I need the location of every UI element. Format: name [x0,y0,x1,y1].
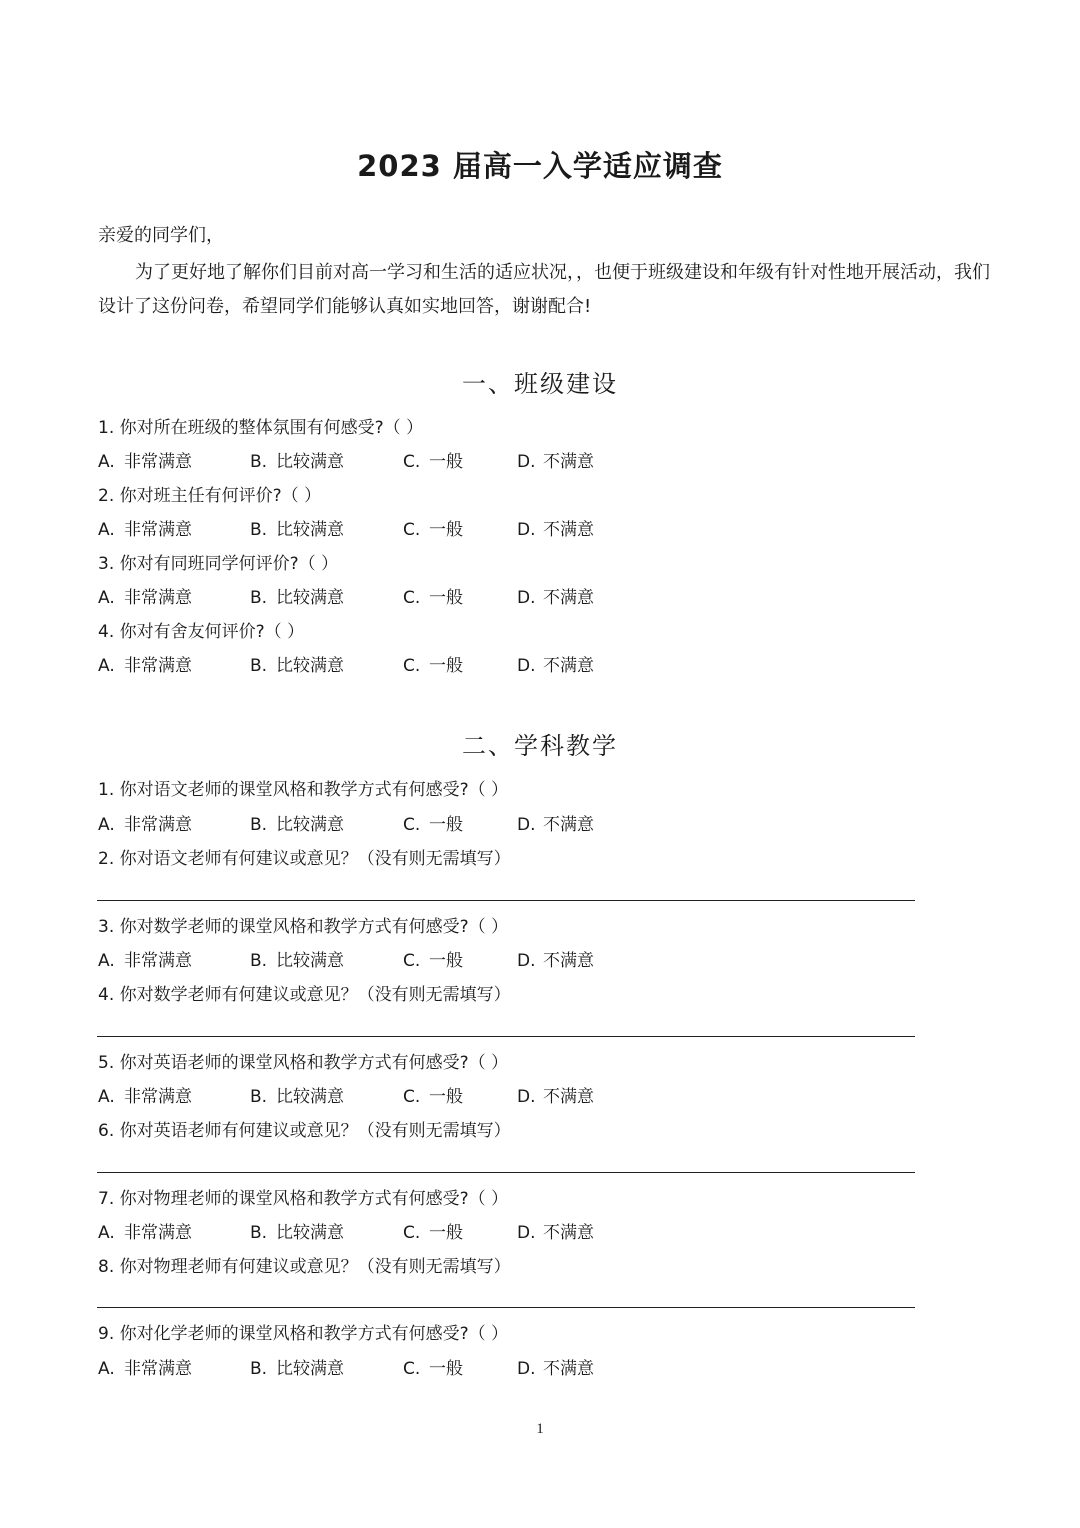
question-text: 你对班主任有何评价?（ ） [119,486,322,506]
option-c[interactable]: C. 一般 [403,815,463,835]
question-number: 1. [98,780,115,800]
question-text: 你对物理老师有何建议或意见？（没有则无需填写） [119,1257,511,1277]
option-b[interactable]: B. 比较满意 [250,452,344,472]
question-2-8 [98,1255,511,1279]
option-a[interactable]: A. 非常满意 [98,1087,192,1107]
question-number: 2. [98,486,115,506]
question-number: 9. [98,1324,115,1344]
option-d[interactable]: D. 不满意 [517,452,594,472]
option-c[interactable]: C. 一般 [403,452,463,472]
question-text: 你对所在班级的整体氛围有何感受?（ ） [119,418,424,438]
option-d[interactable]: D. 不满意 [517,1087,594,1107]
question-text: 你对化学老师的课堂风格和教学方式有何感受?（ ） [119,1324,509,1344]
question-text: 你对数学老师有何建议或意见？（没有则无需填写） [119,985,511,1005]
question-text: 你对英语老师有何建议或意见？（没有则无需填写） [119,1121,511,1141]
intro-paragraph: 为了更好地了解你们目前对高一学习和生活的适应状况，，也便于班级建设和年级有针对性地开展活动，我们设计了这份问卷，希望同学们能够认真如实地回答，谢谢配合! [98,262,990,317]
question-2-7 [98,1187,508,1211]
options-2-1 [98,813,698,837]
option-d[interactable]: D. 不满意 [517,951,594,971]
option-c[interactable]: C. 一般 [403,520,463,540]
option-a[interactable]: A. 非常满意 [98,1223,192,1243]
option-b[interactable]: B. 比较满意 [250,1223,344,1243]
option-a[interactable]: A. 非常满意 [98,951,192,971]
question-1-3 [98,552,338,576]
options-2-9 [98,1357,698,1381]
option-c[interactable]: C. 一般 [403,1223,463,1243]
options-1-3 [98,586,698,610]
answer-line-chinese[interactable] [97,900,915,901]
question-text: 你对语文老师的课堂风格和教学方式有何感受?（ ） [119,780,509,800]
option-a[interactable]: A. 非常满意 [98,452,192,472]
question-2-5 [98,1051,508,1075]
option-a[interactable]: A. 非常满意 [98,1359,192,1379]
answer-line-english[interactable] [97,1172,915,1173]
question-1-4 [98,620,304,644]
question-number: 4. [98,985,115,1005]
question-number: 2. [98,849,115,869]
question-1-1 [98,416,423,440]
answer-line-physics[interactable] [97,1307,915,1308]
options-2-5 [98,1085,698,1109]
option-c[interactable]: C. 一般 [403,951,463,971]
options-2-3 [98,949,698,973]
options-1-4 [98,654,698,678]
question-number: 3. [98,917,115,937]
question-number: 6. [98,1121,115,1141]
question-1-2 [98,484,321,508]
question-2-9 [98,1322,508,1346]
option-b[interactable]: B. 比较满意 [250,520,344,540]
option-c[interactable]: C. 一般 [403,1359,463,1379]
option-c[interactable]: C. 一般 [403,656,463,676]
section-heading-subject-teaching: 二、学科教学 [462,732,618,760]
option-a[interactable]: A. 非常满意 [98,656,192,676]
question-2-6 [98,1119,511,1143]
question-text: 你对有舍友何评价?（ ） [119,622,305,642]
question-number: 4. [98,622,115,642]
question-number: 8. [98,1257,115,1277]
question-2-2 [98,847,511,871]
option-d[interactable]: D. 不满意 [517,520,594,540]
option-d[interactable]: D. 不满意 [517,656,594,676]
question-2-1 [98,778,508,802]
question-text: 你对数学老师的课堂风格和教学方式有何感受?（ ） [119,917,509,937]
question-text: 你对语文老师有何建议或意见？（没有则无需填写） [119,849,511,869]
option-d[interactable]: D. 不满意 [517,1359,594,1379]
options-1-2 [98,518,698,542]
option-d[interactable]: D. 不满意 [517,588,594,608]
answer-line-math[interactable] [97,1036,915,1037]
option-b[interactable]: B. 比较满意 [250,588,344,608]
option-b[interactable]: B. 比较满意 [250,1087,344,1107]
option-d[interactable]: D. 不满意 [517,1223,594,1243]
question-number: 7. [98,1189,115,1209]
option-c[interactable]: C. 一般 [403,588,463,608]
options-2-7 [98,1221,698,1245]
option-b[interactable]: B. 比较满意 [250,656,344,676]
question-text: 你对有同班同学何评价?（ ） [119,554,339,574]
options-1-1 [98,450,698,474]
option-a[interactable]: A. 非常满意 [98,815,192,835]
question-number: 1. [98,418,115,438]
question-text: 你对物理老师的课堂风格和教学方式有何感受?（ ） [119,1189,509,1209]
option-d[interactable]: D. 不满意 [517,815,594,835]
question-text: 你对英语老师的课堂风格和教学方式有何感受?（ ） [119,1053,509,1073]
section-heading-class-building: 一、班级建设 [462,370,618,398]
question-2-3 [98,915,508,939]
option-b[interactable]: B. 比较满意 [250,951,344,971]
option-b[interactable]: B. 比较满意 [250,815,344,835]
option-b[interactable]: B. 比较满意 [250,1359,344,1379]
option-a[interactable]: A. 非常满意 [98,588,192,608]
question-number: 5. [98,1053,115,1073]
page-number: 1 [536,1421,544,1437]
greeting: 亲爱的同学们， [98,225,224,246]
question-2-4 [98,983,511,1007]
question-number: 3. [98,554,115,574]
document-title: 2023 届高一入学适应调查 [357,149,723,183]
option-a[interactable]: A. 非常满意 [98,520,192,540]
option-c[interactable]: C. 一般 [403,1087,463,1107]
